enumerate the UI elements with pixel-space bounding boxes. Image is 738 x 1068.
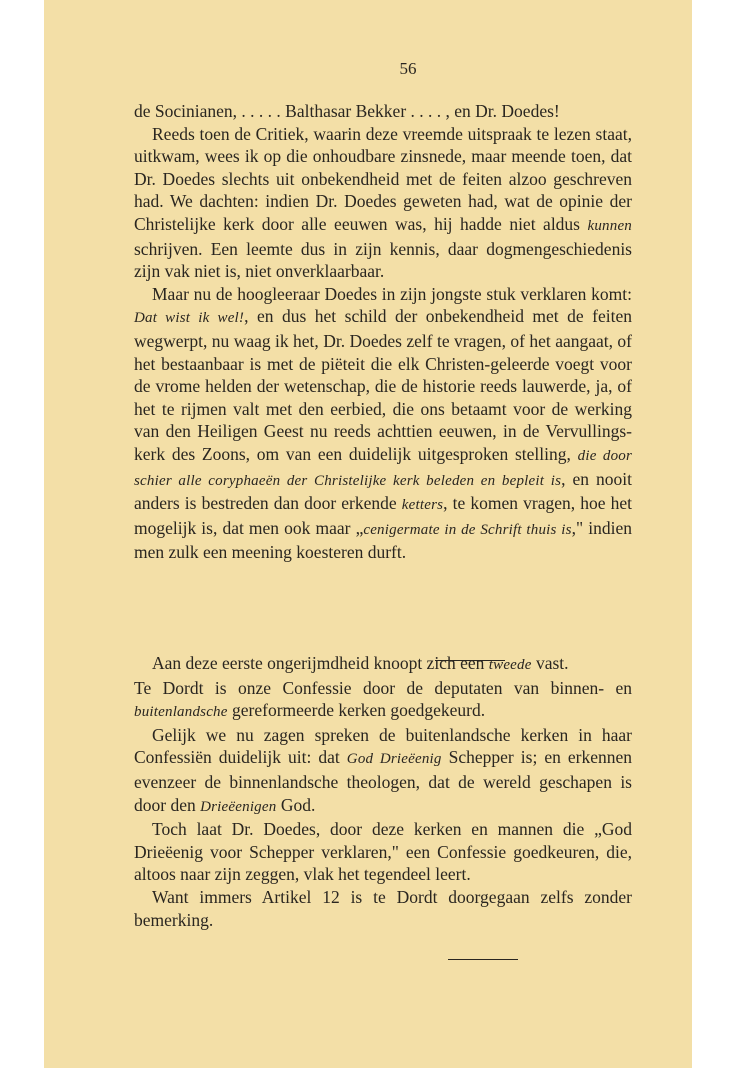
text-run: , en dus het schild der onbekendheid met de feiten wegwerpt, nu waag ik het, Dr. Doedes zelf te vragen, of het aangaat, of het bestaanbaar is met de piëteit die elk Christen-geleerde voegt voor de vrome helden der wetenschap, die de historie reeds lauwerde, ja, of het te rijmen valt met den eerbied, die ons betaamt voor de werking van den Heiligen Geest nu reeds achttien eeuwen, in de Vervullings-kerk des Zoons, om van een duidelijk uitgesproken stelling, <box>134 306 632 464</box>
text-run: gereformeerde kerken goedgekeurd. <box>227 700 486 721</box>
italic-run: cenigermate in de Schrift thuis is <box>363 521 572 538</box>
paragraph <box>134 724 632 818</box>
text-run: ," indien men zulk een meening koesteren durft. <box>134 517 632 563</box>
paragraph <box>134 100 632 123</box>
text-block-1 <box>134 100 632 564</box>
paragraph <box>134 818 632 886</box>
text-run: schrijven. Een leemte dus in zijn kennis, daar dogmengeschiedenis zijn vak niet is, niet onverklaarbaar. <box>134 238 632 282</box>
italic-run: Drieëenigen <box>200 798 277 815</box>
text-run: de Socinianen, . . . . . Balthasar Bekker . . . . , en Dr. Doedes! <box>134 101 560 121</box>
paragraph <box>134 886 632 931</box>
italic-run: buitenlandsche <box>134 704 228 721</box>
text-run: Want immers Artikel 12 is te Dordt doorgegaan zelfs zonder bemerking. <box>134 886 632 930</box>
italic-run: Dat wist ik wel! <box>134 310 245 327</box>
text-run: Maar nu de hoogleeraar Doedes in zijn jongste stuk verklaren komt: <box>152 283 632 304</box>
italic-run: ketters <box>401 497 444 514</box>
text-block-2 <box>134 652 632 931</box>
paragraph <box>134 677 632 724</box>
italic-run: kunnen <box>587 217 632 234</box>
italic-run: tweede <box>488 657 532 673</box>
text-run: Schepper is; en erkennen evenzeer de binnenlandsche theologen, dat de wereld geschapen is door den <box>134 747 632 815</box>
text-run: , en nooit anders is bestreden dan door erkende <box>134 468 632 514</box>
italic-run: die door schier alle coryphaeën der Christelijke kerk beleden en bepleit is <box>134 447 633 489</box>
text-run: God. <box>276 794 316 815</box>
text-run: Aan deze eerste ongerijmdheid knoopt zich een <box>152 653 489 673</box>
paragraph <box>134 283 632 564</box>
text-run: , te komen vragen, hoe het mogelijk is, dat men ook maar „ <box>134 493 632 538</box>
end-divider <box>448 959 518 960</box>
paragraph <box>134 652 632 677</box>
text-run: vast. <box>531 653 569 673</box>
text-run: Toch laat Dr. Doedes, door deze kerken en mannen die „God Drieëenig voor Schepper verklaren," een Confessie goedkeuren, die, altoos naar zijn zeggen, vlak het tegendeel leert. <box>134 819 632 885</box>
page-number: 56 <box>399 59 417 78</box>
paragraph <box>134 123 632 283</box>
italic-run: God Drieëenig <box>346 751 442 768</box>
text-run: Te Dordt is onze Confessie door de deputaten van binnen- en <box>134 677 632 698</box>
text-run: Gelijk we nu zagen spreken de buitenlandsche kerken in haar Confessiën duidelijk uit: dat <box>134 724 632 768</box>
book-page <box>44 0 692 1068</box>
text-run: Reeds toen de Critiek, waarin deze vreemde uitspraak te lezen staat, uitkwam, wees ik op die onhoudbare zinsnede, maar meende toen, dat Dr. Doedes slechts uit onbekendheid met de feiten alzoo geschreven had. We dachten: indien Dr. Doedes geweten had, wat de opinie der Christelijke kerk door alle eeuwen was, hij hadde niet aldus <box>134 123 632 234</box>
